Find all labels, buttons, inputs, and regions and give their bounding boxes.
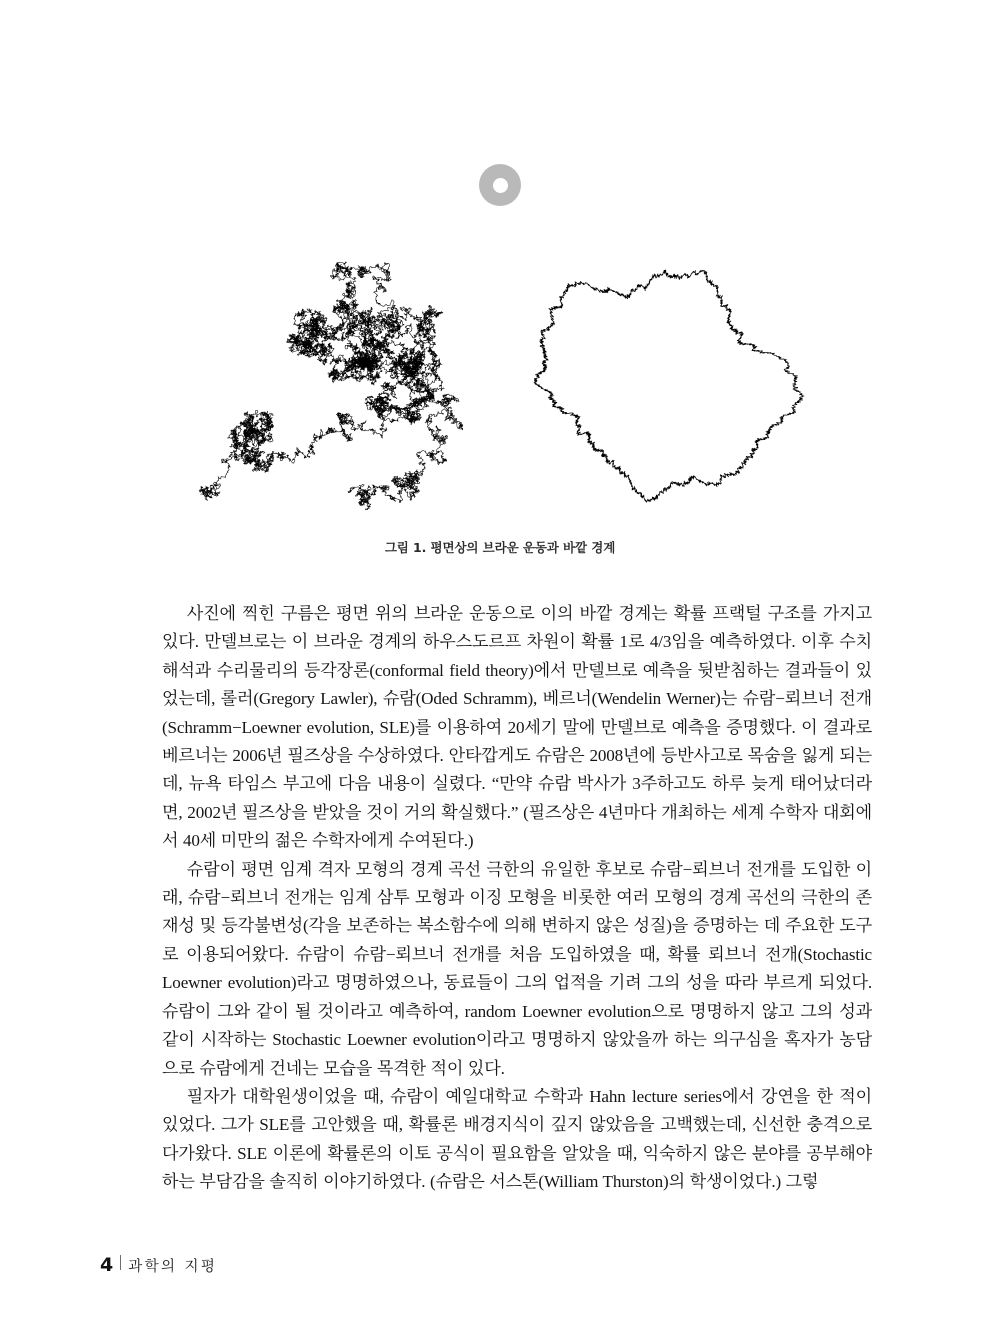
page-footer — [100, 1254, 217, 1276]
page-number: 4 — [100, 1254, 114, 1276]
ring-ornament-icon — [479, 164, 521, 206]
planar-brownian-motion-image — [186, 252, 476, 520]
paragraph-3: 필자가 대학원생이었을 때, 슈람이 예일대학교 수학과 Hahn lecture series에서 강연을 한 적이 있었다. 그가 SLE를 고안했을 때, 확률론 배경지식이 깊지 않았음을 고백했는데, 신선한 충격으로 다가왔다. SLE 이론에 확률론의 이토 공식이 필요함을 알았을 때, 익숙하지 않은 분야를 공부해야 하는 부담감을 솔직히 이야기하였다. (슈람은 서스톤(William Thurston)의 학생이었다.) 그렇 — [162, 1086, 872, 1192]
article-body — [162, 600, 872, 1197]
paragraph-1: 사진에 찍힌 구름은 평면 위의 브라운 운동으로 이의 바깥 경계는 확률 프랙털 구조를 가지고 있다. 만델브로는 이 브라운 경계의 하우스도르프 차원이 확률 1로 4/3임을 예측하였다. 이후 수치해석과 수리물리의 등각장론(conformal field theory)에서 만델브로 예측을 뒷받침하는 결과들이 있었는데, 롤러(Gregory Lawler), 슈람(Oded Schramm), 베르너(Wendelin Werner)는 슈람−뢰브너 전개(Schramm−Loewner evolution, SLE)를 이용하여 20세기 말에 만델브로 예측을 증명했다. 이 결과로 베르너는 2006년 필즈상을 수상하였다. 안타깝게도 슈람은 2008년에 등반사고로 목숨을 잃게 되는데, 뉴욕 타임스 부고에 다음 내용이 실렸다. “만약 슈람 박사가 3주하고도 하루 늦게 태어났더라면, 2002년 필즈상을 받았을 것이 거의 확실했다.” (필즈상은 4년마다 개최하는 세계 수학자 대회에서 40세 미만의 젊은 수학자에게 수여된다.) — [162, 604, 872, 851]
figure-1 — [120, 252, 880, 556]
paragraph-2: 슈람이 평면 임계 격자 모형의 경계 곡선 극한의 유일한 후보로 슈람−뢰브너 전개를 도입한 이래, 슈람−뢰브너 전개는 임계 삼투 모형과 이징 모형을 비롯한 여러 모형의 경계 곡선의 극한의 존재성 및 등각불변성(각을 보존하는 복소함수에 의해 변하지 않은 성질)을 증명하는 데 주요한 도구로 이용되어왔다. 슈람이 슈람−뢰브너 전개를 처음 도입하였을 때, 확률 뢰브너 전개(Stochastic Loewner evolution)라고 명명하였으나, 동료들이 그의 업적을 기려 그의 성을 따라 부르게 되었다. 슈람이 그와 같이 될 것이라고 예측하여, random Loewner evolution으로 명명하지 않고 그의 성과 같이 시작하는 Stochastic Loewner evolution이라고 명명하지 않았을까 하는 의구심을 혹자가 농담으로 슈람에게 건네는 모습을 목격한 적이 있다. — [162, 859, 872, 1078]
publication-name: 과학의 지평 — [128, 1259, 218, 1275]
ring-ornament-hole — [493, 178, 508, 193]
page-ornament — [0, 164, 1000, 206]
figure-caption: 그림 1. 평면상의 브라운 운동과 바깥 경계 — [384, 540, 616, 555]
footer-separator-icon — [120, 1255, 121, 1270]
outer-boundary-frontier-image — [524, 252, 814, 520]
figure-panels — [120, 252, 880, 520]
